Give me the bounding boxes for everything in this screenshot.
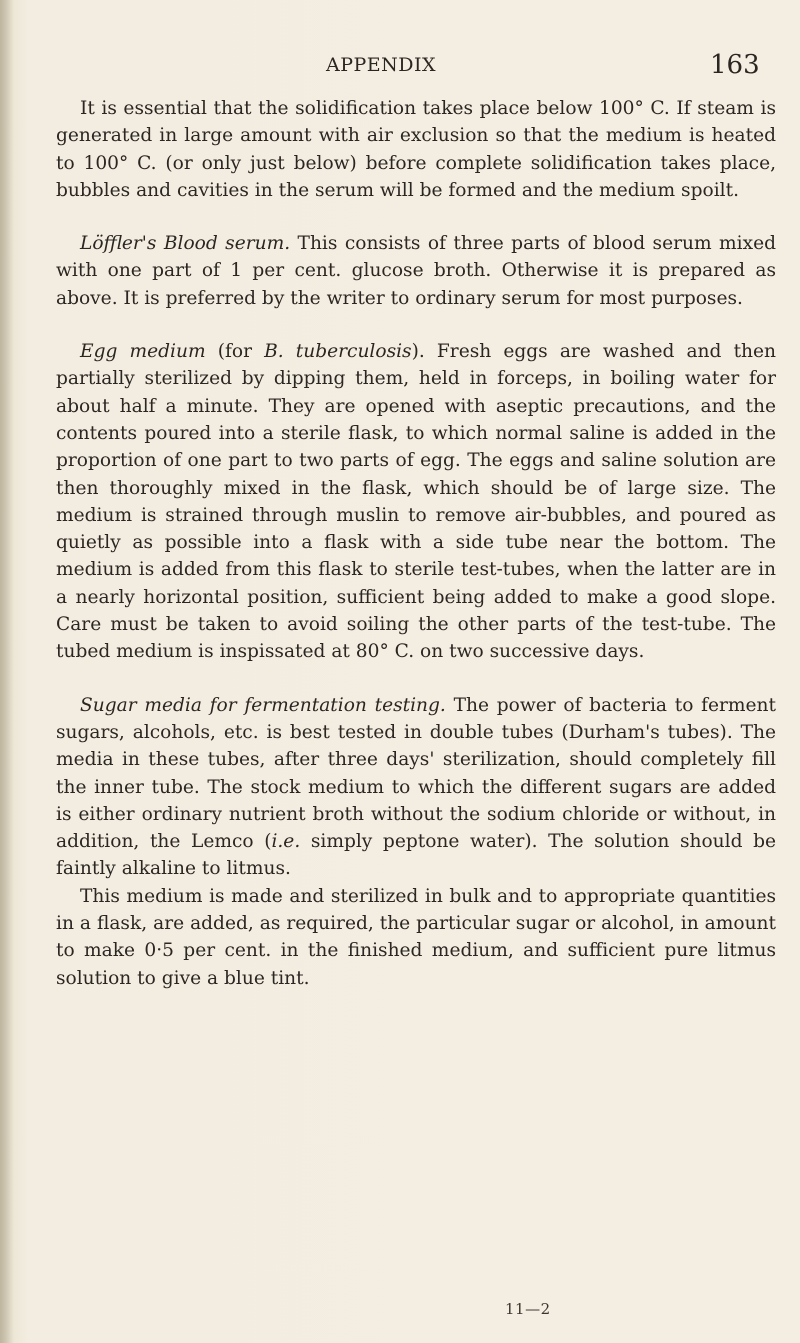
page-number: 163 [710, 50, 760, 80]
abbreviation: i.e. [271, 831, 301, 853]
paragraph-egg-medium [56, 338, 776, 666]
paragraph-sugar-preparation [56, 883, 776, 992]
paragraph-text: simply peptone water). The solution should be faintly alkaline to litmus. [56, 831, 776, 880]
paragraph-text: (for [205, 341, 265, 363]
paragraph-solidification [56, 95, 776, 204]
page-gutter-shadow [0, 0, 14, 1343]
running-head: APPENDIX [326, 54, 437, 76]
body-text [56, 95, 776, 992]
section-heading: Egg medium [80, 341, 206, 363]
paragraph-text: This consists of three parts of blood serum mixed with one part of 1 per cent. glucose broth. Otherwise it is prepared as above. It is preferred by the writer to ordinary serum for most purposes. [56, 233, 776, 309]
paragraph-text: This medium is made and sterilized in bulk and to appropriate quantities in a flask, are added, as required, the particular sugar or alcohol, in amount to make 0·5 per cent. in the finished medium, and sufficient pure litmus solution to give a blue tint. [56, 885, 776, 989]
paragraph-text: ). Fresh eggs are washed and then partially sterilized by dipping them, held in forceps, in boiling water for about half a minute. They are opened with aseptic precautions, and the contents poured into a sterile flask, to which normal saline is added in the proportion of one part to two parts of egg. The eggs and saline solution are then thoroughly mixed in the flask, which should be of large size. The medium is strained through muslin to remove air-bubbles, and poured as quietly as possible into a flask with a side tube near the bottom. The medium is added from this flask to sterile test-tubes, when the latter are in a nearly horizontal position, sufficient being added to make a good slope. Care must be taken to avoid soiling the other parts of the test-tube. The tubed medium is inspissated at 80° C. on two successive days. [56, 341, 776, 663]
paragraph-loeffler-serum [56, 230, 776, 312]
section-heading: Löffler's Blood serum. [80, 233, 291, 255]
section-heading: Sugar media for fermentation testing. [80, 694, 446, 716]
signature-mark: 11—2 [505, 1300, 551, 1318]
paragraph-sugar-media [56, 692, 776, 883]
paragraph-text: It is essential that the solidification takes place below 100° C. If steam is generated in large amount with air exclusion so that the medium is heated to 100° C. (or only just below) before complete solidification takes place, bubbles and cavities in the serum will be formed and the medium spoilt. [56, 98, 776, 201]
page-header [0, 50, 800, 84]
paragraph-text: The power of bacteria to ferment sugars, alcohols, etc. is best tested in double tubes (Durham's tubes). The media in these tubes, after three days' sterilization, should completely fill the inner tube. The stock medium to which the different sugars are added is either ordinary nutrient broth without the sodium chloride or without, in addition, the Lemco ( [56, 694, 776, 853]
organism-name: B. tuberculosis [264, 341, 412, 363]
